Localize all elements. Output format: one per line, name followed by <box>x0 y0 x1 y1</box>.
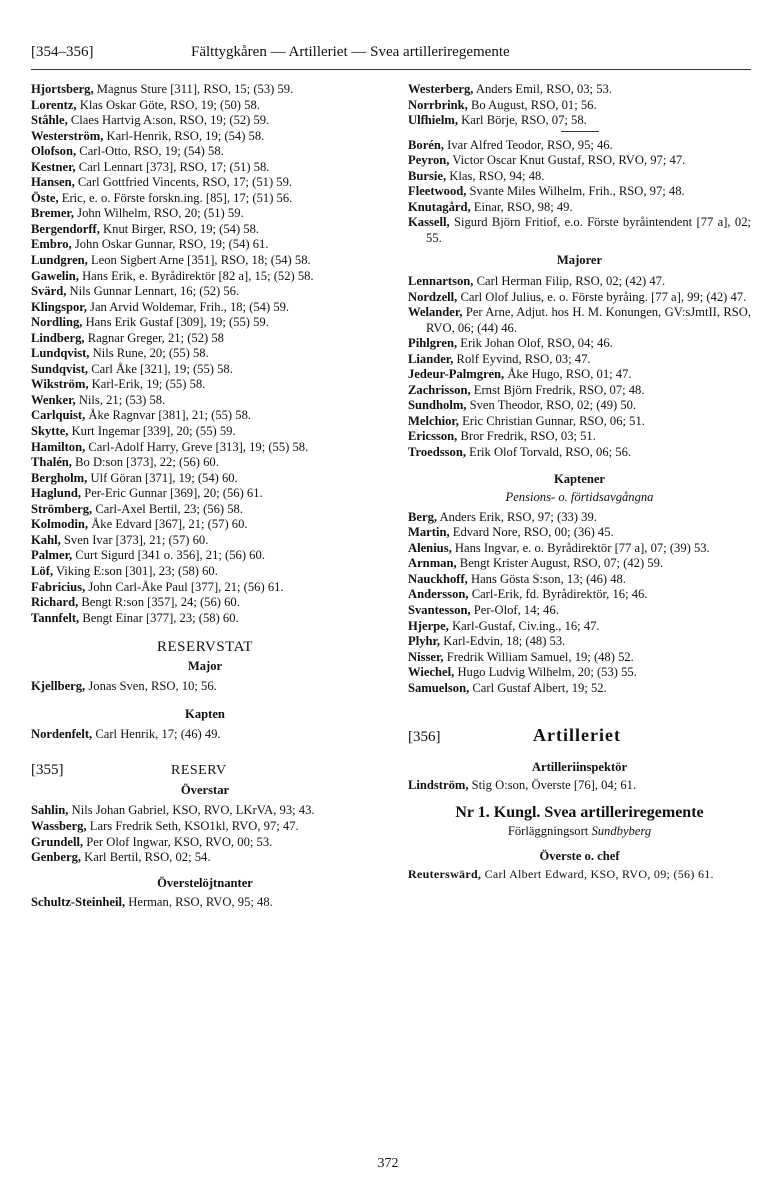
entry-surname: Olofson, <box>31 144 77 159</box>
roster-entry <box>408 336 751 352</box>
entry-details: Bo August, RSO, 01; 56. <box>467 97 597 112</box>
entry-surname: Kassell, <box>408 215 450 230</box>
roster-entry <box>31 346 379 362</box>
roster-entry <box>31 580 379 596</box>
reserv-title: RESERV <box>171 762 227 778</box>
roster-entry <box>31 98 379 114</box>
roster-entry <box>408 113 751 129</box>
roster-entry <box>31 362 379 378</box>
roster-entry <box>408 98 751 114</box>
entry-details: Per-Eric Gunnar [369], 20; (56) 61. <box>81 486 263 501</box>
entry-surname: Lennartson, <box>408 274 474 289</box>
entry-surname: Bergholm, <box>31 470 88 485</box>
reservstat-major-heading: Major <box>187 658 223 673</box>
entry-details: Carl Herman Filip, RSO, 02; (42) 47. <box>473 274 666 289</box>
entry-surname: Richard, <box>31 595 79 610</box>
roster-entry <box>31 377 379 393</box>
roster-entry <box>31 850 379 866</box>
entry-surname: Tannfelt, <box>31 610 80 625</box>
entry-details: Victor Oscar Knut Gustaf, RSO, RVO, 97; 47. <box>449 153 686 168</box>
entry-details: Jan Arvid Woldemar, Frih., 18; (54) 59. <box>86 299 290 314</box>
reserv-page-ref: [355] <box>31 761 64 778</box>
entry-details: Fredrik William Samuel, 19; (48) 52. <box>443 649 634 664</box>
entry-details: Hugo Ludvig Wilhelm, 20; (53) 55. <box>454 665 637 680</box>
roster-entry <box>31 533 379 549</box>
entry-surname: Borén, <box>408 137 445 152</box>
roster-entry <box>408 429 751 445</box>
roster-entry <box>31 206 379 222</box>
roster-entry <box>31 253 379 269</box>
inspektor-heading: Artilleriinspektör <box>531 760 628 775</box>
entry-details: Bengt R:son [357], 24; (56) 60. <box>78 595 240 610</box>
entry-details: Leon Sigbert Arne [351], RSO, 18; (54) 58. <box>87 253 311 268</box>
majorer-list <box>408 274 751 461</box>
reservstat-kapten-heading: Kapten <box>185 706 225 721</box>
entry-details: Hans Erik, e. Byrådirektör [82 a], 15; (52) 58. <box>78 268 314 283</box>
roster-entry <box>31 393 379 409</box>
entry-details: Carl Lennart [373], RSO, 17; (51) 58. <box>75 159 270 174</box>
entry-surname: Troedsson, <box>408 445 466 460</box>
entry-details: Erik Johan Olof, RSO, 04; 46. <box>457 336 613 351</box>
reserv-section-head <box>31 761 379 783</box>
entry-surname: Schultz-Steinheil, <box>31 895 126 910</box>
entry-details: Ragnar Greger, 21; (52) 58 <box>84 330 224 345</box>
roster-entry <box>408 445 751 461</box>
entry-details: Sven Theodor, RSO, 02; (49) 50. <box>466 398 637 413</box>
roster-entry <box>31 595 379 611</box>
entry-surname: Gawelin, <box>31 268 79 283</box>
page-number: 372 <box>377 1156 399 1171</box>
entry-details: Anders Emil, RSO, 03; 53. <box>473 82 612 96</box>
entry-details: Karl-Erik, 19; (55) 58. <box>88 377 206 392</box>
entry-surname: Svärd, <box>31 284 67 299</box>
entry-details: Karl-Gustaf, Civ.ing., 16; 47. <box>448 618 600 633</box>
entry-surname: Fleetwood, <box>408 184 467 199</box>
entry-surname: Westerström, <box>31 128 104 143</box>
roster-entry <box>408 184 751 200</box>
entry-surname: Svantesson, <box>408 602 471 617</box>
roster-entry <box>31 237 379 253</box>
roster-entry <box>408 169 751 185</box>
entry-details: Sven Ivar [373], 21; (57) 60. <box>60 532 209 547</box>
entry-details: Einar, RSO, 98; 49. <box>470 199 573 214</box>
entry-details: Karl-Edvin, 18; (48) 53. <box>440 634 566 649</box>
roster-entry <box>408 352 751 368</box>
artilleriet-title: Artilleriet <box>533 725 621 746</box>
roster-entry <box>31 455 379 471</box>
entry-surname: Löf, <box>31 563 54 578</box>
officer-list-left <box>31 82 379 626</box>
roster-entry <box>31 548 379 564</box>
entry-details: Hans Erik Gustaf [309], 19; (55) 59. <box>82 315 269 330</box>
roster-entry <box>408 398 751 414</box>
entry-surname: Bergendorff, <box>31 221 100 236</box>
roster-entry <box>31 486 379 502</box>
roster-entry <box>408 200 751 216</box>
roster-entry <box>408 138 751 154</box>
roster-entry <box>31 300 379 316</box>
entry-details: Per-Olof, 14; 46. <box>470 602 559 617</box>
entry-details: Carl-Axel Bertil, 23; (56) 58. <box>92 501 243 516</box>
roster-entry <box>31 517 379 533</box>
entry-details: Lars Fredrik Seth, KSO1kl, RVO, 97; 47. <box>86 818 299 833</box>
entry-surname: Hamilton, <box>31 439 86 454</box>
entry-details: Bengt Krister August, RSO, 07; (42) 59. <box>456 556 664 571</box>
entry-details: Carl-Otto, RSO, 19; (54) 58. <box>76 144 224 159</box>
entry-surname: Ståhle, <box>31 113 68 128</box>
majorer-heading: Majorer <box>556 253 603 268</box>
roster-entry <box>408 556 751 572</box>
artilleriet-section-head <box>408 725 751 754</box>
roster-entry <box>408 603 751 619</box>
reservstat-major-entry: Kjellberg, Jonas Sven, RSO, 10; 56. <box>31 679 217 694</box>
entry-surname: Lindberg, <box>31 330 85 345</box>
entry-surname: Bremer, <box>31 206 75 221</box>
entry-surname: Öste, <box>31 190 59 205</box>
entry-surname: Wiechel, <box>408 665 455 680</box>
entry-surname: Kolmodin, <box>31 517 89 532</box>
overstelojtnanter-heading: Överstelöjtnanter <box>157 875 253 890</box>
entry-details: Magnus Sture [311], RSO, 15; (53) 59. <box>93 82 294 96</box>
left-column <box>31 82 379 911</box>
entry-details: Bengt Einar [377], 23; (58) 60. <box>79 610 239 625</box>
entry-surname: Nordzell, <box>408 289 458 304</box>
entry-surname: Lorentz, <box>31 97 77 112</box>
entry-details: Kurt Ingemar [339], 20; (55) 59. <box>68 424 236 439</box>
garrison-line: Förläggningsort Sundbyberg <box>507 823 652 838</box>
entry-surname: Welander, <box>408 305 463 320</box>
roster-entry <box>408 510 751 526</box>
roster-entry <box>31 895 379 911</box>
entry-surname: Liander, <box>408 351 454 366</box>
entry-details: Erik Olof Torvald, RSO, 06; 56. <box>465 445 632 460</box>
roster-entry <box>408 634 751 650</box>
roster-entry <box>408 681 751 697</box>
entry-surname: Ulfhielm, <box>408 113 459 128</box>
entry-surname: Ericsson, <box>408 429 458 444</box>
roster-entry <box>31 82 379 98</box>
entry-surname: Wenker, <box>31 392 76 407</box>
roster-entry <box>31 440 379 456</box>
right-column <box>408 82 751 883</box>
entry-surname: Andersson, <box>408 587 469 602</box>
entry-details: Nils Gunnar Lennart, 16; (52) 56. <box>66 284 240 299</box>
entry-details: Åke Hugo, RSO, 01; 47. <box>504 367 632 382</box>
roster-entry <box>408 274 751 290</box>
entry-details: Ernst Björn Fredrik, RSO, 07; 48. <box>470 382 645 397</box>
roster-entry <box>408 153 751 169</box>
officer-list-right-second <box>408 138 751 247</box>
entry-surname: Genberg, <box>31 850 82 865</box>
entry-surname: Kestner, <box>31 159 76 174</box>
entry-details: Carl-Adolf Harry, Greve [313], 19; (55) 58. <box>85 439 309 454</box>
roster-entry <box>31 284 379 300</box>
roster-entry <box>31 502 379 518</box>
entry-details: Anders Erik, RSO, 97; (33) 39. <box>437 509 597 524</box>
kaptener-subheading: Pensions- o. förtidsavgångna <box>505 490 654 505</box>
entry-surname: Plyhr, <box>408 634 441 649</box>
page-header <box>31 44 751 66</box>
entry-surname: Westerberg, <box>408 82 474 96</box>
roster-entry <box>31 175 379 191</box>
entry-surname: Alenius, <box>408 540 452 555</box>
entry-surname: Sahlin, <box>31 803 69 818</box>
roster-entry <box>408 82 751 98</box>
entry-surname: Wassberg, <box>31 818 87 833</box>
entry-surname: Melchior, <box>408 413 459 428</box>
artilleriet-page-ref: [356] <box>408 729 441 746</box>
entry-surname: Hjortsberg, <box>31 82 94 96</box>
entry-surname: Klingspor, <box>31 299 87 314</box>
reservstat-title: RESERVSTAT <box>157 639 253 656</box>
entry-details: Curt Sigurd [341 o. 356], 21; (56) 60. <box>72 548 265 563</box>
entry-surname: Strömberg, <box>31 501 93 516</box>
entry-details: Rolf Eyvind, RSO, 03; 47. <box>453 351 591 366</box>
entry-details: Ulf Göran [371], 19; (54) 60. <box>87 470 238 485</box>
roster-entry <box>408 541 751 557</box>
roster-entry <box>31 160 379 176</box>
entry-details: Viking E:son [301], 23; (58) 60. <box>53 563 218 578</box>
entry-surname: Sundholm, <box>408 398 467 413</box>
entry-details: Carl Olof Julius, e. o. Förste byråing. [77 a], 99; (42) 47. <box>457 289 747 304</box>
entry-surname: Arnman, <box>408 556 457 571</box>
roster-entry <box>408 650 751 666</box>
roster-entry <box>31 315 379 331</box>
entry-details: Ivar Alfred Teodor, RSO, 95; 46. <box>444 137 613 152</box>
entry-surname: Pihlgren, <box>408 336 458 351</box>
reservstat-kapten-entry: Nordenfelt, Carl Henrik, 17; (46) 49. <box>31 727 221 742</box>
entry-details: Bo D:son [373], 22; (56) 60. <box>71 455 219 470</box>
roster-entry <box>31 129 379 145</box>
entry-details: Nils Rune, 20; (55) 58. <box>89 346 209 361</box>
entry-surname: Peyron, <box>408 153 450 168</box>
roster-entry <box>31 331 379 347</box>
entry-details: Eric Christian Gunnar, RSO, 06; 51. <box>458 413 645 428</box>
entry-surname: Hjerpe, <box>408 618 449 633</box>
roster-entry <box>408 305 751 336</box>
entry-details: Carl-Erik, fd. Byrådirektör, 16; 46. <box>468 587 648 602</box>
entry-details: Carl Gottfried Vincents, RSO, 17; (51) 59. <box>74 175 293 190</box>
entry-surname: Zachrisson, <box>408 382 471 397</box>
entry-details: Svante Miles Wilhelm, Frih., RSO, 97; 48. <box>466 184 685 199</box>
entry-surname: Martin, <box>408 525 450 540</box>
entry-details: Per Olof Ingwar, KSO, RVO, 00; 53. <box>83 834 273 849</box>
roster-entry <box>31 835 379 851</box>
officer-list-right-top <box>408 82 751 129</box>
roster-entry <box>31 819 379 835</box>
entry-surname: Kahl, <box>31 532 61 547</box>
entry-details: John Oskar Gunnar, RSO, 19; (54) 61. <box>71 237 269 252</box>
entry-details: Carl Gustaf Albert, 19; 52. <box>469 680 607 695</box>
entry-surname: Embro, <box>31 237 72 252</box>
entry-details: Knut Birger, RSO, 19; (54) 58. <box>99 221 260 236</box>
entry-surname: Haglund, <box>31 486 82 501</box>
overstelojtnanter-list <box>31 895 379 911</box>
entry-surname: Nisser, <box>408 649 444 664</box>
entry-details: Eric, e. o. Förste forskn.ing. [85], 17; (51) 56. <box>58 190 293 205</box>
roster-entry <box>31 564 379 580</box>
kaptener-heading: Kaptener <box>553 471 606 486</box>
entry-details: Hans Gösta S:son, 13; (46) 48. <box>467 571 626 586</box>
entry-details: Per Arne, Adjut. hos H. M. Konungen, GV:sJmtII, RSO, RVO, 06; (44) 46. <box>426 305 751 335</box>
entry-details: Nils, 21; (53) 58. <box>75 392 166 407</box>
roster-entry <box>408 525 751 541</box>
entry-details: Klas Oskar Göte, RSO, 19; (50) 58. <box>76 97 260 112</box>
entry-details: Herman, RSO, RVO, 95; 48. <box>125 895 273 910</box>
roster-entry <box>408 665 751 681</box>
roster-entry <box>31 222 379 238</box>
roster-entry <box>31 611 379 627</box>
roster-entry <box>31 424 379 440</box>
entry-surname: Samuelson, <box>408 680 470 695</box>
entry-surname: Hansen, <box>31 175 75 190</box>
entry-surname: Bursie, <box>408 168 447 183</box>
entry-surname: Carlquist, <box>31 408 86 423</box>
entry-surname: Jedeur-Palmgren, <box>408 367 505 382</box>
entry-surname: Nauckhoff, <box>408 571 468 586</box>
entry-surname: Knutagård, <box>408 199 471 214</box>
entry-details: Claes Hartvig A:son, RSO, 19; (52) 59. <box>67 113 270 128</box>
roster-entry <box>408 572 751 588</box>
entry-details: Karl Bertil, RSO, 02; 54. <box>81 850 211 865</box>
roster-entry <box>408 215 751 246</box>
inspektor-entry: Lindström, Stig O:son, Överste [76], 04; 61. <box>408 777 637 792</box>
entry-surname: Nordling, <box>31 315 83 330</box>
header-rule <box>31 69 751 70</box>
entry-details: Hans Ingvar, e. o. Byrådirektör [77 a], 07; (39) 53. <box>451 540 710 555</box>
roster-entry <box>408 619 751 635</box>
entry-details: John Wilhelm, RSO, 20; (51) 59. <box>74 206 244 221</box>
entry-surname: Sundqvist, <box>31 361 89 376</box>
overstar-list <box>31 803 379 865</box>
roster-entry <box>408 414 751 430</box>
roster-entry <box>408 587 751 603</box>
page-range: [354–356] <box>31 44 94 60</box>
kaptener-list <box>408 510 751 697</box>
entry-surname: Fabricius, <box>31 579 86 594</box>
entry-details: Åke Ragnvar [381], 21; (55) 58. <box>85 408 252 423</box>
entry-surname: Lundgren, <box>31 253 88 268</box>
roster-entry <box>31 191 379 207</box>
entry-details: John Carl-Åke Paul [377], 21; (56) 61. <box>85 579 284 594</box>
entry-surname: Wikström, <box>31 377 89 392</box>
entry-details: Åke Edvard [367], 21; (57) 60. <box>88 517 248 532</box>
entry-details: Karl-Henrik, RSO, 19; (54) 58. <box>103 128 265 143</box>
entry-surname: Thalén, <box>31 455 72 470</box>
entry-surname: Norrbrink, <box>408 97 468 112</box>
roster-entry <box>408 290 751 306</box>
entry-details: Edvard Nore, RSO, 00; (36) 45. <box>449 525 614 540</box>
roster-entry <box>408 383 751 399</box>
entry-details: Karl Börje, RSO, 07; 58. <box>458 113 587 128</box>
regiment-title: Nr 1. Kungl. Svea artilleriregemente <box>455 804 704 822</box>
chef-entry: Reuterswärd, Carl Albert Edward, KSO, RVO, 09; (56) 61. <box>408 866 714 881</box>
entry-details: Carl Åke [321], 19; (55) 58. <box>88 361 233 376</box>
entry-surname: Skytte, <box>31 424 69 439</box>
entry-surname: Berg, <box>408 509 438 524</box>
roster-entry <box>31 408 379 424</box>
roster-entry <box>31 471 379 487</box>
entry-surname: Grundell, <box>31 834 84 849</box>
entry-surname: Palmer, <box>31 548 73 563</box>
roster-entry <box>31 113 379 129</box>
short-rule <box>561 131 599 132</box>
entry-surname: Lundqvist, <box>31 346 90 361</box>
overstar-heading: Överstar <box>180 782 230 797</box>
entry-details: Sigurd Björn Fritiof, e.o. Förste byråintendent [77 a], 02; 55. <box>426 215 751 245</box>
entry-details: Klas, RSO, 94; 48. <box>446 168 545 183</box>
entry-details: Nils Johan Gabriel, KSO, RVO, LKrVA, 93; 43. <box>68 803 315 818</box>
chef-heading: Överste o. chef <box>539 849 620 864</box>
roster-entry <box>31 144 379 160</box>
roster-entry <box>31 803 379 819</box>
entry-details: Bror Fredrik, RSO, 03; 51. <box>457 429 596 444</box>
roster-entry <box>31 269 379 285</box>
running-title: Fälttygkåren — Artilleriet — Svea artilleriregemente <box>191 44 510 60</box>
roster-entry <box>408 367 751 383</box>
